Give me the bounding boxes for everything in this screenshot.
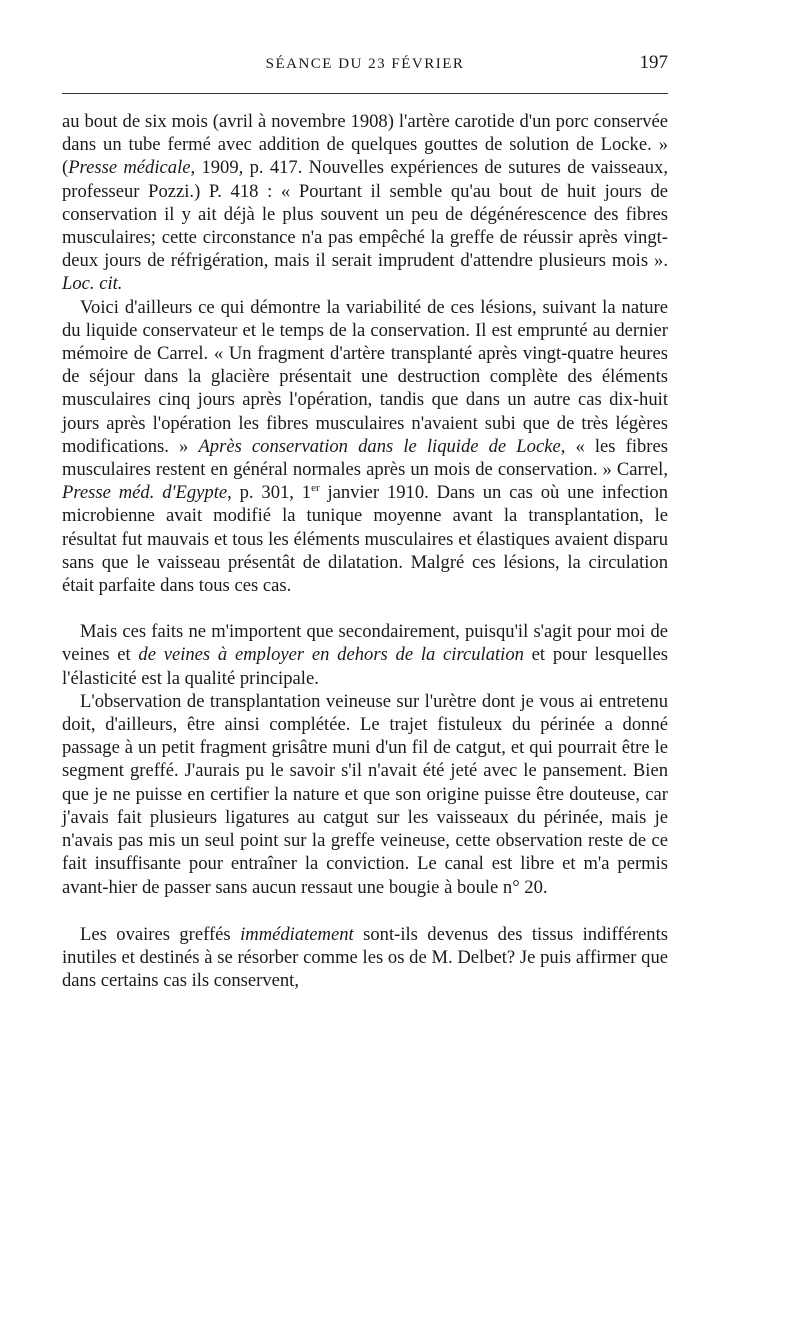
running-title: SÉANCE DU 23 FÉVRIER — [265, 56, 465, 72]
paragraph-2 — [62, 296, 668, 598]
paragraph-5-text-b: sont-ils devenus des tissus indifférents inutiles et destinés à se résorber comme les os de M. Delbet? Je puis affirmer que dans certains cas ils conservent, — [62, 923, 668, 992]
paragraph-4-text: L'observation de transplantation veineuse sur l'urètre dont je vous ai entretenu doit, d'ailleurs, être ainsi complétée. Le trajet fistuleux du périnée a donné passage à un petit fragment grisâtre muni d'un fil de catgut, et qui pourrait être le segment greffé. J'aurais pu le savoir s'il n'avait été jeté avec le pansement. Bien que je ne puisse en certifier la nature et que son origine puisse être douteuse, car j'avais fait plusieurs ligatures au catgut sur les vaisseaux du périnée, mais je n'avais pas mis un seul point sur la greffe veineuse, cette observation reste de ce fait insuffisante pour entraîner la conviction. Le canal est libre et m'a permis avant-hier de passer sans aucun ressaut une bougie à boule n° 20. — [62, 690, 668, 898]
paragraph-5 — [62, 923, 668, 993]
paragraph-1-italic-presse: Presse médicale — [68, 157, 191, 179]
paragraph-2-text-a: Voici d'ailleurs ce qui démontre la variabilité de ces lésions, suivant la nature du liquide conservateur et le temps de la conservation. Il est emprunté au dernier mémoire de Carrel. « Un fragment d'artère transplanté après vingt-quatre heures de séjour dans la glacière présentait une destruction complète des éléments musculaires cinq jours après l'opération, tandis que dans un autre cas dix-huit jours après l'opération les fibres musculaires n'avaient subi que de très légères modifications. » — [62, 296, 668, 457]
paragraph-2-text-c: , p. 301, 1 — [227, 482, 312, 504]
paragraph-1-text-b: , 1909, p. 417. Nouvelles expériences de sutures de vaisseaux, professeur Pozzi.) P. 418 : « Pourtant il semble qu'au bout de huit jours de conservation il y ait déjà le plus souvent un peu de dégénérescence des fibres musculaires; cette circonstance n'a pas empêché la greffe de réussir après vingt-deux jours de réfrigération, mais il serait imprudent d'attendre plusieurs mois ». — [62, 157, 668, 272]
paragraph-3-italic: de veines à employer en dehors de la circulation — [138, 644, 524, 666]
paragraph-5-italic: immédiatement — [240, 923, 354, 945]
paragraph-3-text-a: Mais ces faits ne m'importent que secondairement, puisqu'il s'agit pour moi de veines et — [62, 621, 668, 666]
paragraph-1-italic-loc-cit: Loc. cit. — [62, 273, 123, 295]
paragraph-2-italic-presse-egypte: Presse méd. d'Egypte — [62, 482, 228, 504]
paragraph-2-italic-locke: Après conservation dans le liquide de Locke — [198, 435, 561, 457]
paragraph-3-text-b: et pour lesquelles l'élasticité est la qualité principale. — [62, 644, 668, 689]
paragraph-1-text-a: au bout de six mois (avril à novembre 1908) l'artère carotide d'un porc conservée dans un tube fermé avec addition de quelques gouttes de solution de Locke. » ( — [62, 111, 668, 179]
header-rule — [62, 93, 668, 94]
paragraph-2-text-b: , « les fibres musculaires restent en général normales après un mois de conservation. » Carrel, — [62, 435, 668, 481]
paragraph-1 — [62, 110, 668, 296]
body-text — [62, 110, 668, 992]
paragraph-2-superscript: er — [311, 482, 320, 495]
page-header — [62, 46, 668, 82]
paragraph-4 — [62, 690, 668, 899]
paragraph-2-text-d: janvier 1910. Dans un cas où une infection microbienne avait modifié la tunique moyenne avant la transplantation, le résultat fut mauvais et tous les éléments musculaires et élastiques avaient disparu sans que le vaisseau présentât de dilatation. Malgré ces lésions, la circulation était parfaite dans tous ces cas. — [62, 482, 668, 597]
paragraph-5-text-a: Les ovaires greffés — [80, 923, 241, 945]
page-number: 197 — [639, 52, 668, 73]
paragraph-3 — [62, 620, 668, 690]
